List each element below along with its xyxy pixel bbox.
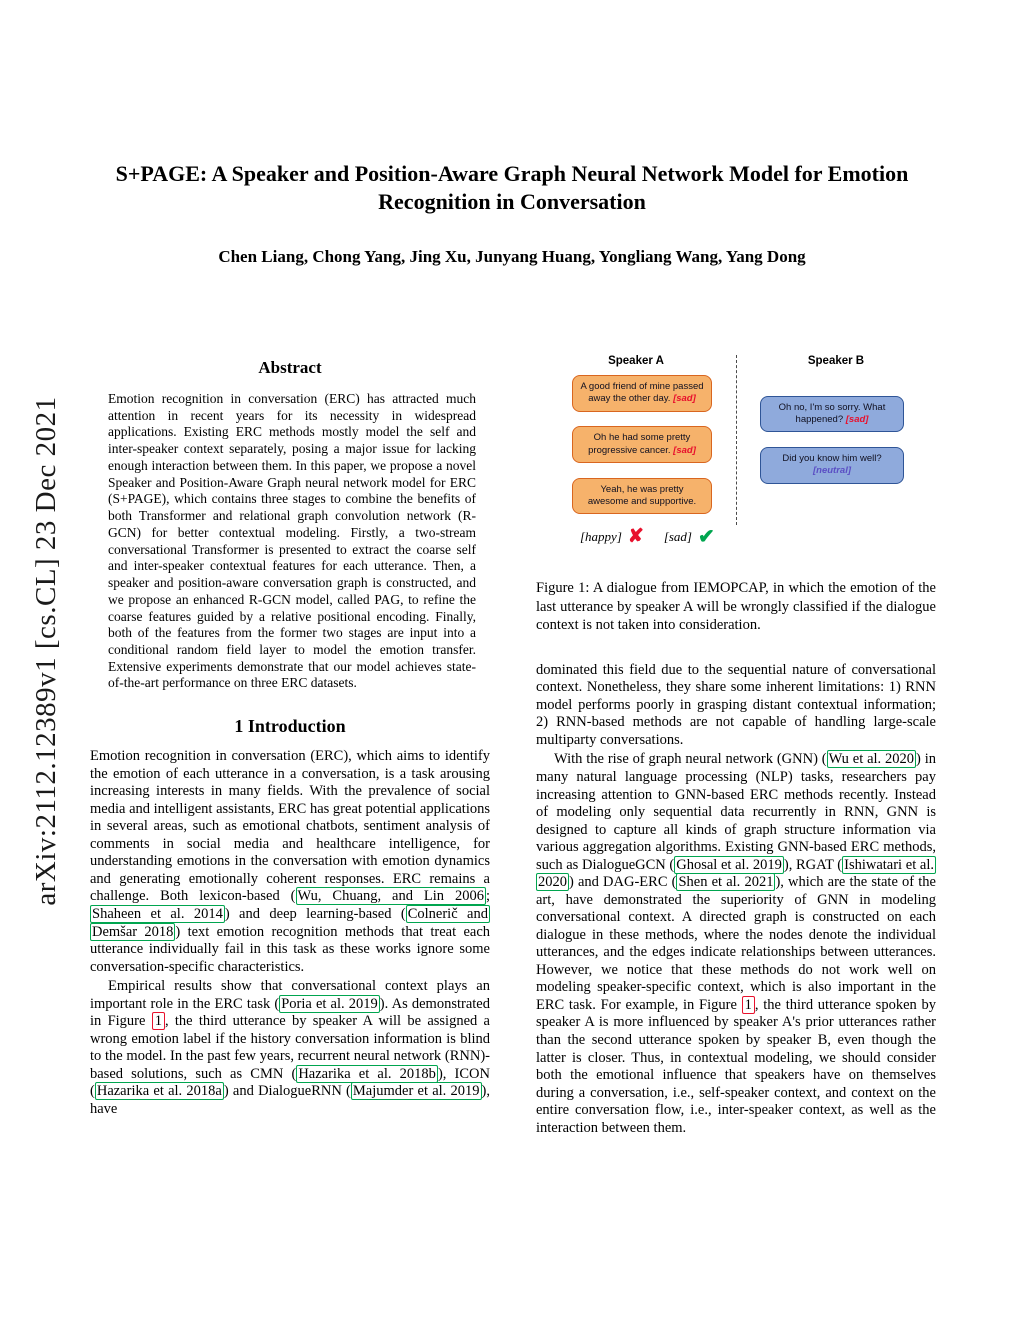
dialogue-bubble-speaker-b [760, 396, 904, 433]
emotion-tag: [sad] [845, 414, 869, 426]
dialogue-bubble-speaker-a [572, 375, 712, 412]
citation-link[interactable]: Hazarika et al. 2018a [96, 1083, 222, 1100]
citation-link[interactable]: Colnerič and Demšar 2018 [92, 906, 488, 940]
bubble-text: Did you know him well? [782, 453, 882, 465]
citation-link[interactable]: Wu et al. 2020 [828, 751, 915, 768]
introduction-heading: 1 Introduction [234, 716, 346, 737]
text-span: ) and DAG-ERC ( [569, 874, 677, 891]
intro-paragraph-1 [90, 748, 490, 976]
right-emotion-label: [sad] [663, 528, 692, 544]
text-span: ) text emotion recognition methods that treat each utterance individually fail in this task as these works ignore some conversation-specific characteristics. [90, 923, 490, 975]
citation-link[interactable]: Ishiwatari et al. 2020 [538, 856, 934, 891]
intro-paragraph-2 [90, 978, 490, 1118]
check-mark-icon: ✔ [698, 526, 715, 549]
text-span: ), have [90, 1083, 490, 1117]
text-span: ) in many natural language processing (NLP) tasks, researchers pay increasing attention to GNN-based ERC methods recently. Instead of modeling only sequential data recurrently in RNN, GNN is designed to capture all kinds of graph structure information via various aggregation algorithms. Existing GNN-based ERC methods, such as DialogueGCN ( [536, 751, 936, 873]
citation-link[interactable]: Shaheen et al. 2014 [92, 906, 223, 922]
emotion-tag: [neutral] [813, 465, 851, 477]
citation-link[interactable]: Shen et al. 2021 [678, 874, 774, 891]
text-span: Empirical results show that conversational context plays an important role in the ERC task ( [90, 978, 490, 1012]
speaker-b-label: Speaker B [807, 355, 865, 367]
emotion-tag: [sad] [673, 393, 696, 405]
figure1-caption: Figure 1: A dialogue from IEMOPCAP, in which the emotion of the last utterance by speaker A will be wrongly classified if the dialogue context is not taken into consideration. [536, 580, 936, 633]
text-span: ). As demonstrated in Figure [90, 995, 490, 1030]
text-span: ) and DialogueRNN ( [223, 1083, 351, 1100]
dialogue-bubble-speaker-a [572, 478, 712, 515]
bubble-text: Oh he had some pretty progressive cancer. [588, 432, 691, 456]
citation-link[interactable]: Poria et al. 2019 [281, 995, 378, 1012]
citation-link[interactable]: Wu, Chuang, and Lin 2006 [297, 888, 484, 905]
bubble-text: Oh no, I'm so sorry. What happened? [778, 401, 886, 426]
citation-link[interactable]: Majumder et al. 2019 [352, 1083, 480, 1100]
arxiv-watermark: arXiv:2112.12389v1 [cs.CL] 23 Dec 2021 [30, 396, 62, 906]
text-span: ; [485, 888, 490, 905]
text-span: Emotion recognition in conversation (ERC), which aims to identify the emotion of each utterance in a conversation, is a task arousing increasing interests in many fields. With the prevalence of social media and intelligent assistants, ERC has great potential applications in several areas, such as emotional chatbots, sentiment analysis of comments in social media and healthcare intelligence, for understanding emotions in the conversation with emotion dynamics and generating emotionally coherent responses. ERC remains a challenge. Both lexicon-based ( [90, 748, 490, 905]
citation-link[interactable]: Hazarika et al. 2018b [298, 1065, 436, 1082]
figure1-diagram [536, 353, 936, 553]
text-span: With the rise of graph neural network (GNN) ( [554, 751, 827, 768]
left-column [90, 358, 490, 1118]
text-span: ), RGAT ( [783, 856, 843, 873]
right-column [536, 353, 936, 1137]
citation-link[interactable]: Ghosal et al. 2019 [676, 856, 782, 873]
cross-mark-icon: ✘ [627, 526, 644, 548]
figure-ref-link[interactable]: 1 [742, 996, 755, 1014]
text-span: , the third utterance spoken by speaker A is more influenced by speaker A's prior utterances rather than the second utterance spoken by speaker B, even though the latter is closer. Thus, in contextual modeling, we should consider both the emotional influence that speakers have on themselves during a conversation, i.e., self-speaker context, and context on the entire conversation flow, i.e., inter-speaker context, as well as the interaction between them. [536, 996, 936, 1136]
paper-title: S+PAGE: A Speaker and Position-Aware Graph Neural Network Model for Emotion Recognition in Conversation [115, 161, 909, 214]
figure1-dialogue [536, 375, 936, 514]
text-span: ) and deep learning-based ( [224, 906, 406, 922]
emotion-tag: [sad] [673, 444, 696, 456]
dialogue-bubble-speaker-a [572, 426, 712, 463]
right-paragraph-1: dominated this field due to the sequential nature of conversational context. Nonetheless, they share some inherent limitations: 1) RNN model performs poorly in grasping distant contextual information; 2) RNN-based methods are not capable of handling large-scale multiparty conversations. [536, 661, 936, 748]
right-paragraph-2 [536, 751, 936, 1137]
abstract-heading: Abstract [258, 358, 322, 377]
text-span: ), which are the state of the art, have demonstrated the superiority of GNN in modeling conversational context. A directed graph is constructed on each dialogue in these methods, where the nodes denote the individual utterances, and the edges indicate relationships between utterances. However, we notice that these methods do not work well on modeling speaker-specific context, which is also important in the ERC task. For example, in Figure [536, 874, 936, 1013]
text-span: ), ICON ( [90, 1065, 490, 1100]
figure-ref-link[interactable]: 1 [152, 1012, 165, 1030]
bubble-text: A good friend of mine passed away the other day. [580, 381, 704, 405]
dialogue-bubble-speaker-b [760, 447, 904, 484]
abstract-text: Emotion recognition in conversation (ERC) has attracted much attention in recent years for its necessity in widespread applications. Existing ERC methods mostly model the self and inter-speaker context separately, posing a major issue for lacking enough interaction between them. In this paper, we propose a novel Speaker and Position-Aware Graph neural network model for ERC (S+PAGE), which contains three stages to combine the benefits of both Transformer and relational graph convolution network (R-GCN) for better contextual modeling. Firstly, a two-stream conversational Transformer is presented to extract the coarse self and inter-speaker contextual features for each utterance. Then, a speaker and position-aware conversation graph is constructed, and we propose an enhanced R-GCN model, called PAG, to refine the coarse features guided by a relative positional encoding. Finally, both of the features from the former two stages are input into a conditional random field layer to model the emotion transfer. Extensive experiments demonstrate that our model achieves state-of-the-art performance on three ERC datasets. [108, 391, 476, 691]
text-span: , the third utterance by speaker A will be assigned a wrong emotion label if the history conversation information is blind to the model. In the past few years, recurrent neural network (RNN)-based solutions, such as CMN ( [90, 1013, 490, 1082]
bubble-text: Yeah, he was pretty awesome and supportive. [587, 483, 697, 508]
figure1-verdict [580, 524, 936, 549]
paper-authors: Chen Liang, Chong Yang, Jing Xu, Junyang Huang, Yongliang Wang, Yang Dong [218, 247, 806, 266]
speaker-a-label: Speaker A [608, 355, 664, 367]
wrong-emotion-label: [happy] [580, 528, 622, 544]
